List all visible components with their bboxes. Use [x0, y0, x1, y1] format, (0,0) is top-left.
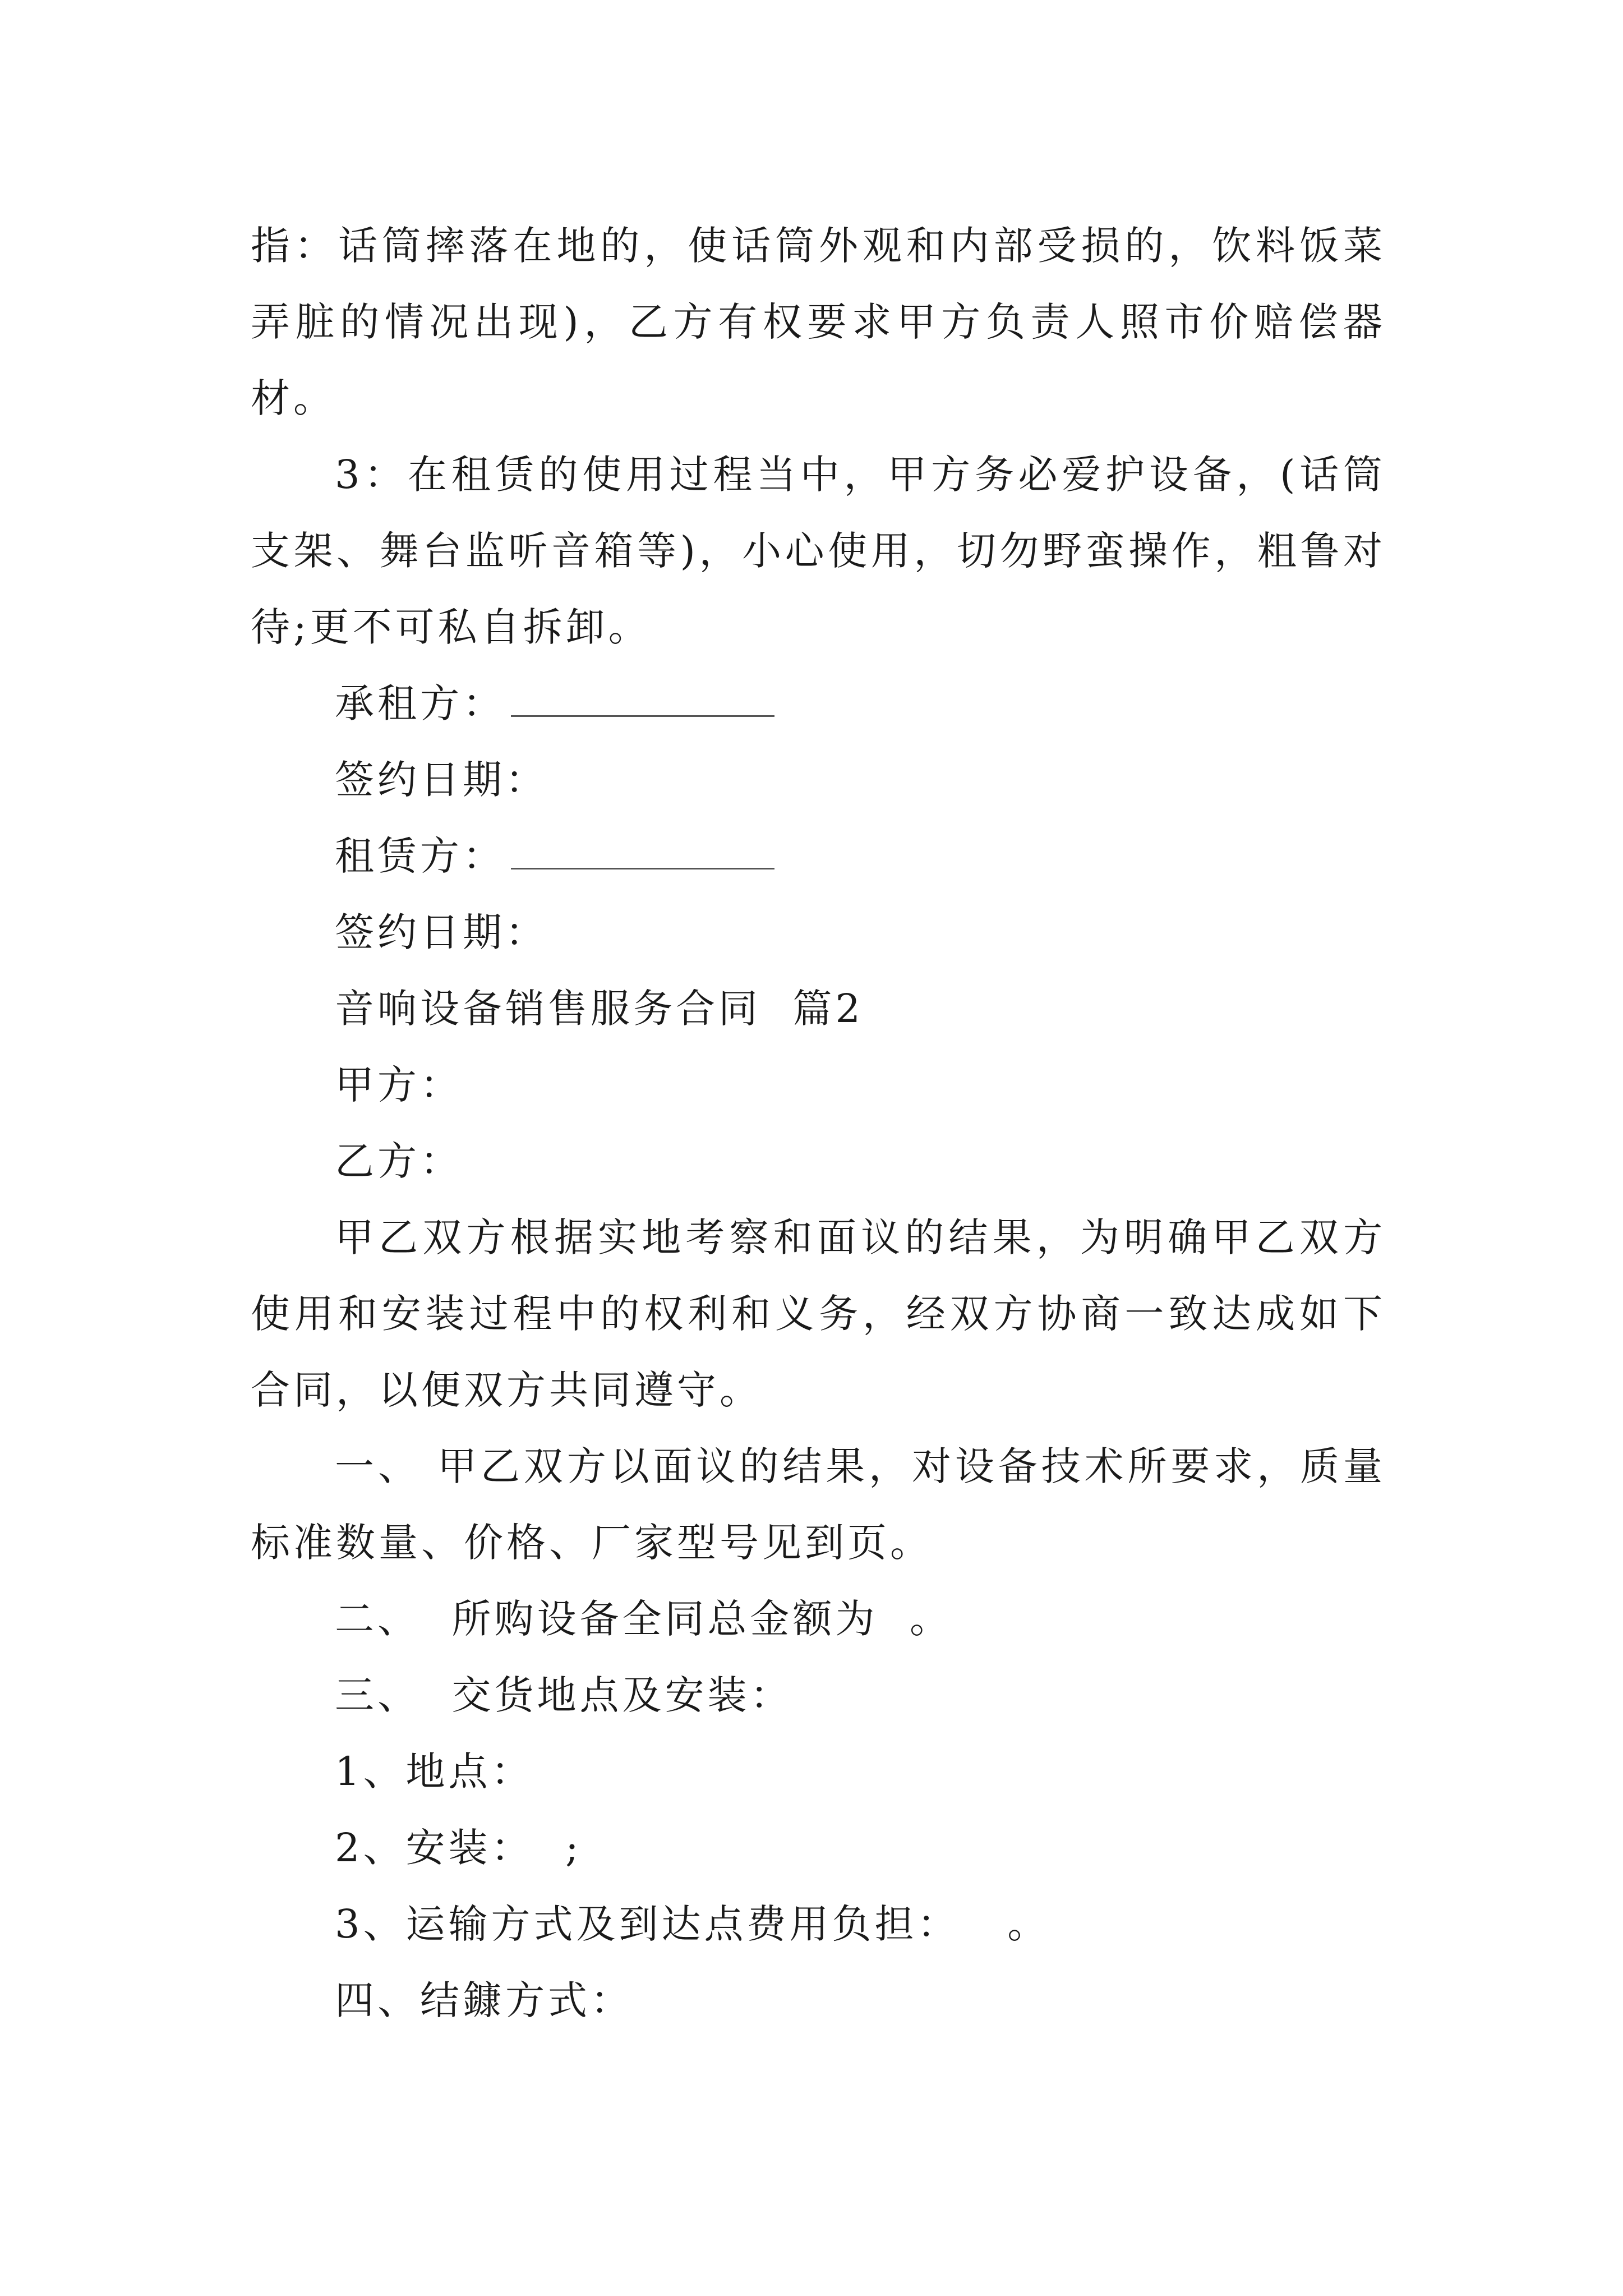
document-body: [251, 208, 1386, 2039]
item-2-line: 二、 所购设备全同总金额为 。: [335, 1596, 953, 1642]
paragraph-preamble: 甲乙双方根据实地考察和面议的结果，为明确甲乙双方使用和安装过程中的权利和义务，经双方协商一致达成如下合同，以便双方共同遵守。: [251, 1214, 1386, 1413]
party-a-line: 甲方：: [335, 1062, 463, 1108]
lessee-label: 承租方：: [335, 680, 505, 726]
lessee-blank-field: [511, 679, 774, 717]
sub-item-2-line: 2、安装： ;: [335, 1825, 582, 1871]
item-3-line: 三、 交货地点及安装：: [335, 1672, 793, 1718]
paragraph-clause-3: 3：在租赁的使用过程当中，甲方务必爱护设备，(话筒支架、舞台监听音箱等)，小心使用，切勿野蛮操作，粗鲁对待;更不可私自拆卸。: [251, 452, 1386, 650]
sub-item-3-line: 3、运输方式及到达点费用负担： 。: [335, 1901, 1050, 1947]
item-4-line: 四、结鏮方式：: [335, 1977, 633, 2023]
lessor-label: 租赁方：: [335, 833, 505, 879]
paragraph-damage-clause: 指：话筒摔落在地的，使话筒外观和内部受损的，饮料饭菜弄脏的情况出现)，乙方有权要求甲方负责人照市价赔偿器材。: [251, 223, 1386, 421]
sign-date-line-1: 签约日期：: [335, 757, 548, 803]
sign-date-line-2: 签约日期：: [335, 909, 548, 955]
section-title: 音响设备销售服务合同 篇2: [335, 986, 864, 1032]
lessor-signature-line: [251, 818, 1386, 894]
party-b-line: 乙方：: [335, 1138, 463, 1184]
lessor-blank-field: [511, 832, 774, 869]
sub-item-1-line: 1、地点：: [335, 1749, 534, 1795]
paragraph-item-1: 一、 甲乙双方以面议的结果，对设备技术所要求，质量标准数量、价格、厂家型号见到页。: [251, 1443, 1386, 1566]
lessee-signature-line: [251, 665, 1386, 742]
